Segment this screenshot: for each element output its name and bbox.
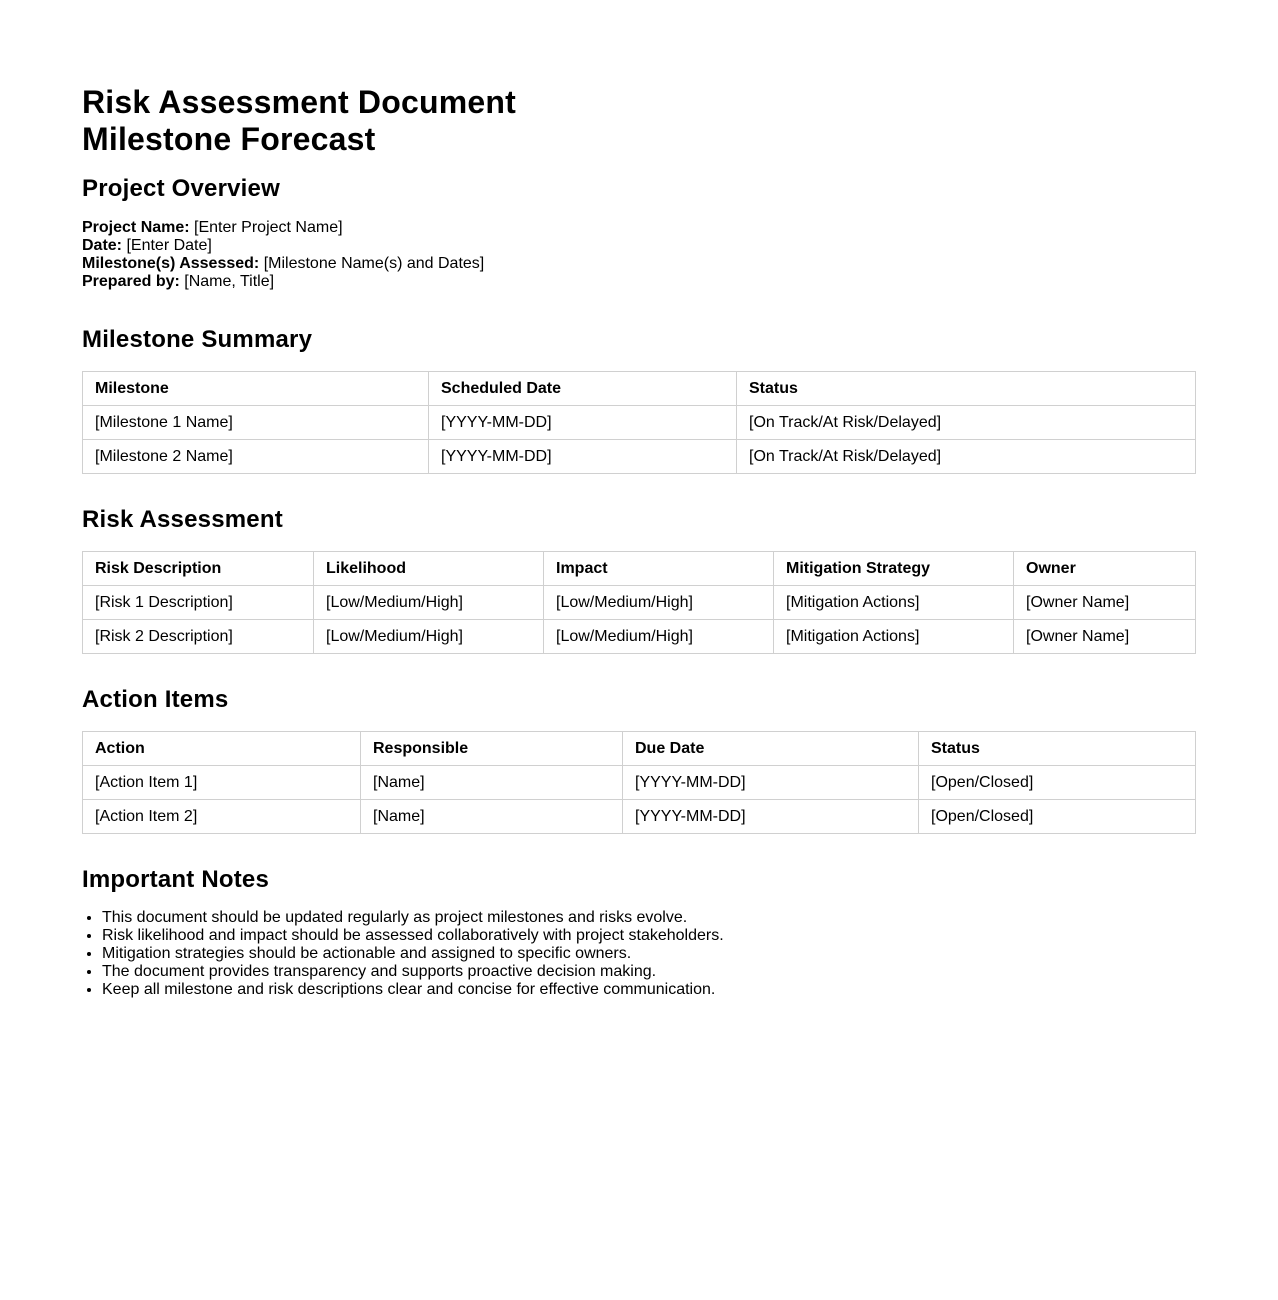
table-cell: [YYYY-MM-DD] [623, 800, 919, 834]
field-value: [Name, Title] [179, 273, 275, 290]
list-item: • Keep all milestone and risk descriptions clear and concise for effective communication. [102, 981, 1196, 999]
table-cell: [On Track/At Risk/Delayed] [737, 406, 1196, 440]
table-cell: [On Track/At Risk/Delayed] [737, 440, 1196, 474]
list-item: • Mitigation strategies should be actionable and assigned to specific owners. [102, 945, 1196, 963]
table-cell: [Risk 2 Description] [83, 620, 314, 654]
project-overview-fields [82, 219, 1196, 291]
table-cell: [Low/Medium/High] [544, 620, 774, 654]
table-row [83, 440, 1196, 474]
column-header: Impact [544, 552, 774, 586]
field-value: [Enter Project Name] [189, 219, 343, 236]
field-label: Prepared by: [82, 273, 180, 290]
list-item: • This document should be updated regularly as project milestones and risks evolve. [102, 909, 1196, 927]
project-overview-heading: Project Overview [82, 175, 280, 202]
table-row [83, 766, 1196, 800]
column-header: Status [737, 372, 1196, 406]
milestone-summary-heading: Milestone Summary [82, 326, 313, 353]
table-row [83, 800, 1196, 834]
column-header: Scheduled Date [429, 372, 737, 406]
field-label: Milestone(s) Assessed: [82, 255, 260, 272]
table-cell: [YYYY-MM-DD] [429, 406, 737, 440]
column-header: Likelihood [314, 552, 544, 586]
column-header: Mitigation Strategy [774, 552, 1014, 586]
column-header: Milestone [83, 372, 429, 406]
table-cell: [Low/Medium/High] [314, 620, 544, 654]
notes-list [82, 909, 1196, 999]
table-cell: [YYYY-MM-DD] [623, 766, 919, 800]
table-cell: [Mitigation Actions] [774, 586, 1014, 620]
table-header-row [83, 732, 1196, 766]
risk-assessment-heading: Risk Assessment [82, 506, 283, 533]
field-date [82, 237, 1196, 255]
table-row [83, 586, 1196, 620]
table-cell: [Milestone 1 Name] [83, 406, 429, 440]
field-label: Project Name: [82, 219, 190, 236]
table-cell: [Owner Name] [1014, 586, 1196, 620]
table-cell: [Low/Medium/High] [544, 586, 774, 620]
column-header: Action [83, 732, 361, 766]
table-cell: [Milestone 2 Name] [83, 440, 429, 474]
list-item: • Risk likelihood and impact should be assessed collaboratively with project stakeholders. [102, 927, 1196, 945]
field-value: [Enter Date] [122, 237, 212, 254]
title-line-2: Milestone Forecast [82, 121, 376, 157]
field-project-name [82, 219, 1196, 237]
table-cell: [Name] [361, 766, 623, 800]
column-header: Owner [1014, 552, 1196, 586]
title-line-1: Risk Assessment Document [82, 84, 516, 120]
table-cell: [Risk 1 Description] [83, 586, 314, 620]
field-label: Date: [82, 237, 123, 254]
table-header-row [83, 372, 1196, 406]
column-header: Responsible [361, 732, 623, 766]
important-notes-heading: Important Notes [82, 866, 270, 893]
table-header-row [83, 552, 1196, 586]
table-cell: [Open/Closed] [919, 766, 1196, 800]
action-items-table [82, 731, 1196, 834]
risk-assessment-table [82, 551, 1196, 654]
table-cell: [Name] [361, 800, 623, 834]
table-cell: [Owner Name] [1014, 620, 1196, 654]
table-row [83, 620, 1196, 654]
column-header: Status [919, 732, 1196, 766]
action-items-heading: Action Items [82, 686, 229, 713]
field-milestones-assessed [82, 255, 1196, 273]
table-cell: [Open/Closed] [919, 800, 1196, 834]
document-title [82, 84, 1196, 158]
column-header: Due Date [623, 732, 919, 766]
table-cell: [Mitigation Actions] [774, 620, 1014, 654]
table-cell: [Low/Medium/High] [314, 586, 544, 620]
list-item: • The document provides transparency and supports proactive decision making. [102, 963, 1196, 981]
field-value: [Milestone Name(s) and Dates] [259, 255, 485, 272]
milestone-summary-table [82, 371, 1196, 474]
table-cell: [YYYY-MM-DD] [429, 440, 737, 474]
table-cell: [Action Item 1] [83, 766, 361, 800]
field-prepared-by [82, 273, 1196, 291]
column-header: Risk Description [83, 552, 314, 586]
table-cell: [Action Item 2] [83, 800, 361, 834]
table-row [83, 406, 1196, 440]
